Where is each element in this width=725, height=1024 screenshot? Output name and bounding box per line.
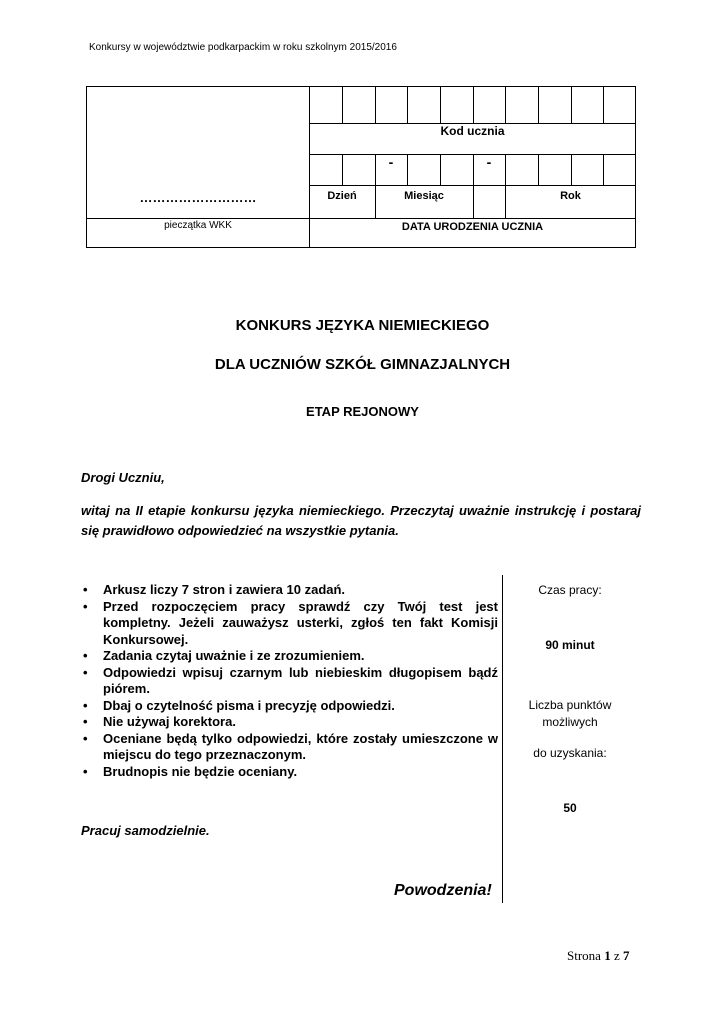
year-label: Rok — [560, 190, 581, 202]
time-label: Czas pracy: — [538, 583, 602, 597]
code-dash: - — [486, 154, 492, 170]
day-label: Dzień — [327, 190, 357, 202]
instruction-text: Zadania czytaj uważnie i ze zrozumieniem. — [103, 648, 365, 663]
bullet-icon: • — [83, 648, 88, 663]
good-luck: Powodzenia! — [394, 882, 492, 899]
column-divider — [502, 575, 503, 903]
total-pages: 7 — [622, 948, 630, 963]
stamp-label: pieczątka WKK — [164, 220, 232, 231]
bullet-icon: • — [83, 697, 88, 713]
signature-dots: ……………………… — [139, 190, 257, 205]
contest-subtitle: DLA UCZNIÓW SZKÓŁ GIMNAZJALNYCH — [214, 356, 511, 373]
instruction-text: Arkusz liczy 7 stron i zawiera 10 zadań. — [103, 582, 346, 597]
work-alone-note: Pracuj samodzielnie. — [81, 823, 210, 838]
list-item — [81, 714, 498, 731]
list-item — [81, 731, 498, 764]
points-value: 50 — [563, 801, 577, 815]
instructions-list — [81, 582, 498, 780]
list-item — [81, 764, 498, 781]
contest-stage: ETAP REJONOWY — [306, 404, 419, 419]
instruction-text: Dbaj o czytelność pisma i precyzję odpowiedzi. — [103, 697, 395, 713]
instruction-text: Brudnopis nie będzie oceniany. — [103, 763, 298, 779]
current-page: 1 — [604, 948, 611, 963]
list-item — [81, 582, 498, 599]
bullet-icon: • — [83, 714, 88, 729]
contest-title: KONKURS JĘZYKA NIEMIECKIEGO — [235, 317, 490, 334]
bullet-icon: • — [83, 664, 88, 680]
greeting: Drogi Uczniu, — [81, 470, 165, 485]
birthdate-label: DATA URODZENIA UCZNIA — [401, 221, 544, 233]
time-value: 90 minut — [545, 638, 595, 652]
instruction-text: Oceniane będą tylko odpowiedzi, które zostały umieszczone w miejscu do tego przeznaczonym. — [103, 730, 498, 762]
page-number-prefix: Strona — [567, 948, 605, 963]
student-code-box — [86, 86, 636, 248]
page-number — [567, 948, 629, 964]
intro-text: witaj na II etapie konkursu języka niemieckiego. Przeczytaj uważnie instrukcję i postaraj się prawidłowo odpowiedzieć na wszystkie pytania. — [81, 503, 641, 538]
list-item — [81, 599, 498, 649]
instruction-text: Przed rozpoczęciem pracy sprawdź czy Twój test jest kompletny. Jeżeli zauważysz usterki, zgłoś ten fakt Komisji Konkursowej. — [103, 598, 498, 647]
page-number-separator: z — [610, 948, 623, 963]
list-item — [81, 665, 498, 698]
instruction-text: Odpowiedzi wpisuj czarnym lub niebieskim długopisem bądź piórem. — [103, 664, 498, 696]
points-label-2: do uzyskania: — [533, 746, 607, 760]
instruction-text: Nie używaj korektora. — [103, 714, 236, 729]
page-header: Konkursy w województwie podkarpackim w roku szkolnym 2015/2016 — [89, 42, 397, 53]
bullet-icon: • — [83, 598, 88, 614]
month-label: Miesiąc — [404, 190, 444, 202]
bullet-icon: • — [83, 730, 88, 746]
code-dash: - — [388, 154, 394, 170]
list-item — [81, 698, 498, 715]
bullet-icon: • — [83, 582, 88, 597]
student-code-label: Kod ucznia — [440, 124, 505, 138]
points-label: Liczba punktów możliwych — [528, 698, 612, 729]
bullet-icon: • — [83, 763, 88, 779]
list-item — [81, 648, 498, 665]
